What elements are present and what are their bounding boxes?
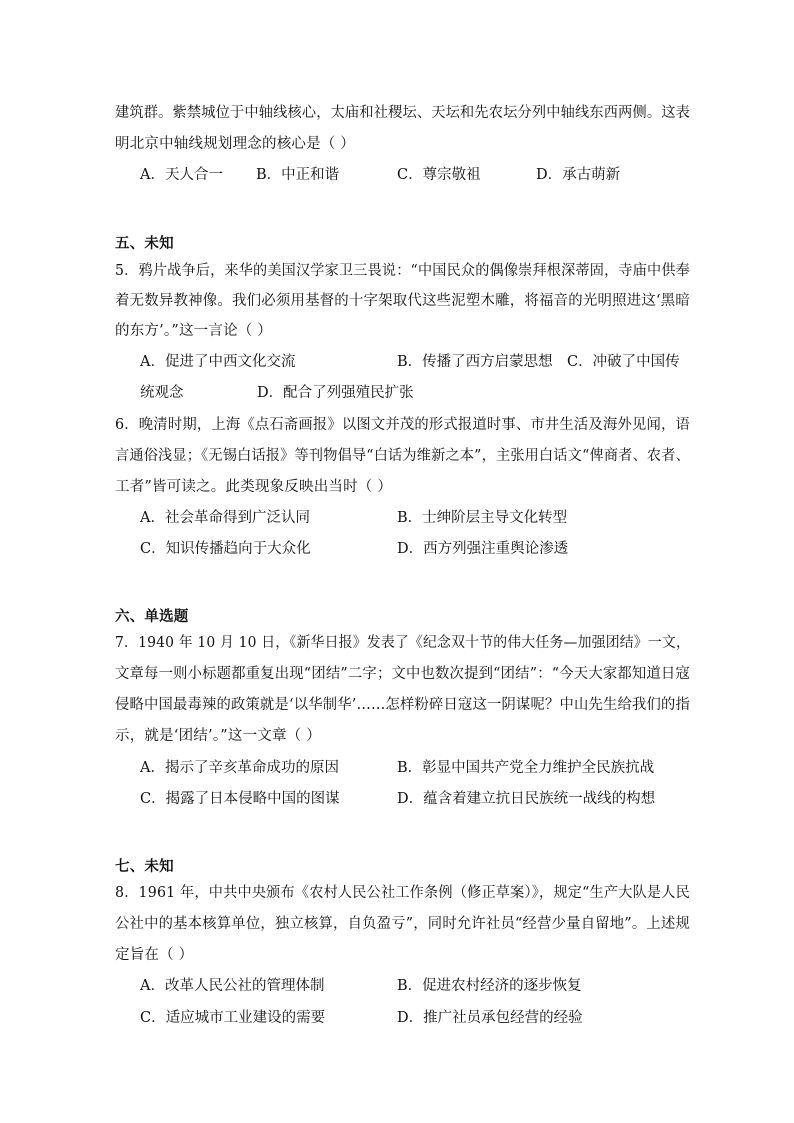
question-7-option-d: D．蕴含着建立抗日民族统一战线的构想 [397,791,656,807]
section-heading-5: 五、未知 [115,235,174,252]
question-5-option-a: A．促进了中西文化交流 [140,354,296,370]
question-5-option-b: B．传播了西方启蒙思想 [397,354,553,370]
question-7-line-4: 示，就是‘团结’。”这一文章（ ） [115,728,321,744]
question-5-option-c: C．冲破了中国传 [567,354,680,370]
question-7-option-c: C．揭露了日本侵略中国的图谋 [140,791,340,807]
question-8-option-a: A．改革人民公社的管理体制 [140,978,325,994]
question-7-option-a: A．揭示了辛亥革命成功的原因 [140,760,339,776]
question-4-option-a: A．天人合一 [140,167,223,183]
section-heading-7: 七、未知 [115,858,174,875]
question-6-option-c: C．知识传播趋向于大众化 [140,541,311,557]
question-4-option-d: D．承古萌新 [536,167,621,183]
question-8-line-2: 公社中的基本核算单位，独立核算，自负盈亏”，同时允许社员“经营少量自留地”。上述规 [115,916,690,932]
question-5-line-3: 的东方’。”这一言论（ ） [115,323,272,339]
question-8-line-3: 定旨在（ ） [115,947,194,963]
question-7-line-1: 7．1940 年 10 月 10 日，《新华日报》发表了《纪念双十节的伟大任务—加强团结》一文， [115,635,691,651]
question-6-line-1: 6．晚清时期，上海《点石斋画报》以图文并茂的形式报道时事、市井生活及海外见闻，语 [115,417,690,433]
question-4-line-2: 明北京中轴线规划理念的核心是（ ） [115,136,356,152]
question-4-line-1: 建筑群。紫禁城位于中轴线核心，太庙和社稷坛、天坛和先农坛分列中轴线东西两侧。这表 [115,105,691,121]
question-5-option-d: D．配合了列强殖民扩张 [257,385,414,401]
question-8-option-d: D．推广社员承包经营的经验 [397,1010,583,1026]
question-4-option-c: C．尊宗敬祖 [397,167,481,183]
question-4-option-b: B．中正和谐 [256,167,340,183]
section-heading-6: 六、单选题 [115,608,189,625]
question-6-line-2: 言通俗浅显；《无锡白话报》等刊物倡导“白话为维新之本”，主张用白话文“俾商者、农者、 [115,448,690,464]
question-8-option-b: B．促进农村经济的逐步恢复 [397,978,582,994]
question-6-option-b: B．士绅阶层主导文化转型 [397,510,568,526]
question-5-option-c-continued: 统观念 [140,385,184,401]
question-7-line-2: 文章每一则小标题都重复出现“团结”二字；文中也数次提到“团结”：“今天大家都知道日寇 [115,666,690,682]
question-5-line-2: 着无数异教神像。我们必须用基督的十字架取代这些泥塑木雕，将福音的光明照进这‘黑暗 [115,293,690,309]
question-8-line-1: 8．1961 年，中共中央颁布《农村人民公社工作条例（修正草案）》，规定“生产大队是人民 [115,885,690,901]
question-5-line-1: 5．鸦片战争后，来华的美国汉学家卫三畏说：“中国民众的偶像崇拜根深蒂固，寺庙中供奉 [115,263,690,279]
question-8-option-c: C．适应城市工业建设的需要 [140,1010,326,1026]
question-6-option-a: A．社会革命得到广泛认同 [140,510,310,526]
question-7-option-b: B．彰显中国共产党全力维护全民族抗战 [397,760,655,776]
question-7-line-3: 侵略中国最毒辣的政策就是‘以华制华’……怎样粉碎日寇这一阴谋呢？中山先生给我们的指 [115,697,690,713]
question-6-line-3: 工者”皆可读之。此类现象反映出当时（ ） [115,479,393,495]
question-6-option-d: D．西方列强注重舆论渗透 [397,541,569,557]
